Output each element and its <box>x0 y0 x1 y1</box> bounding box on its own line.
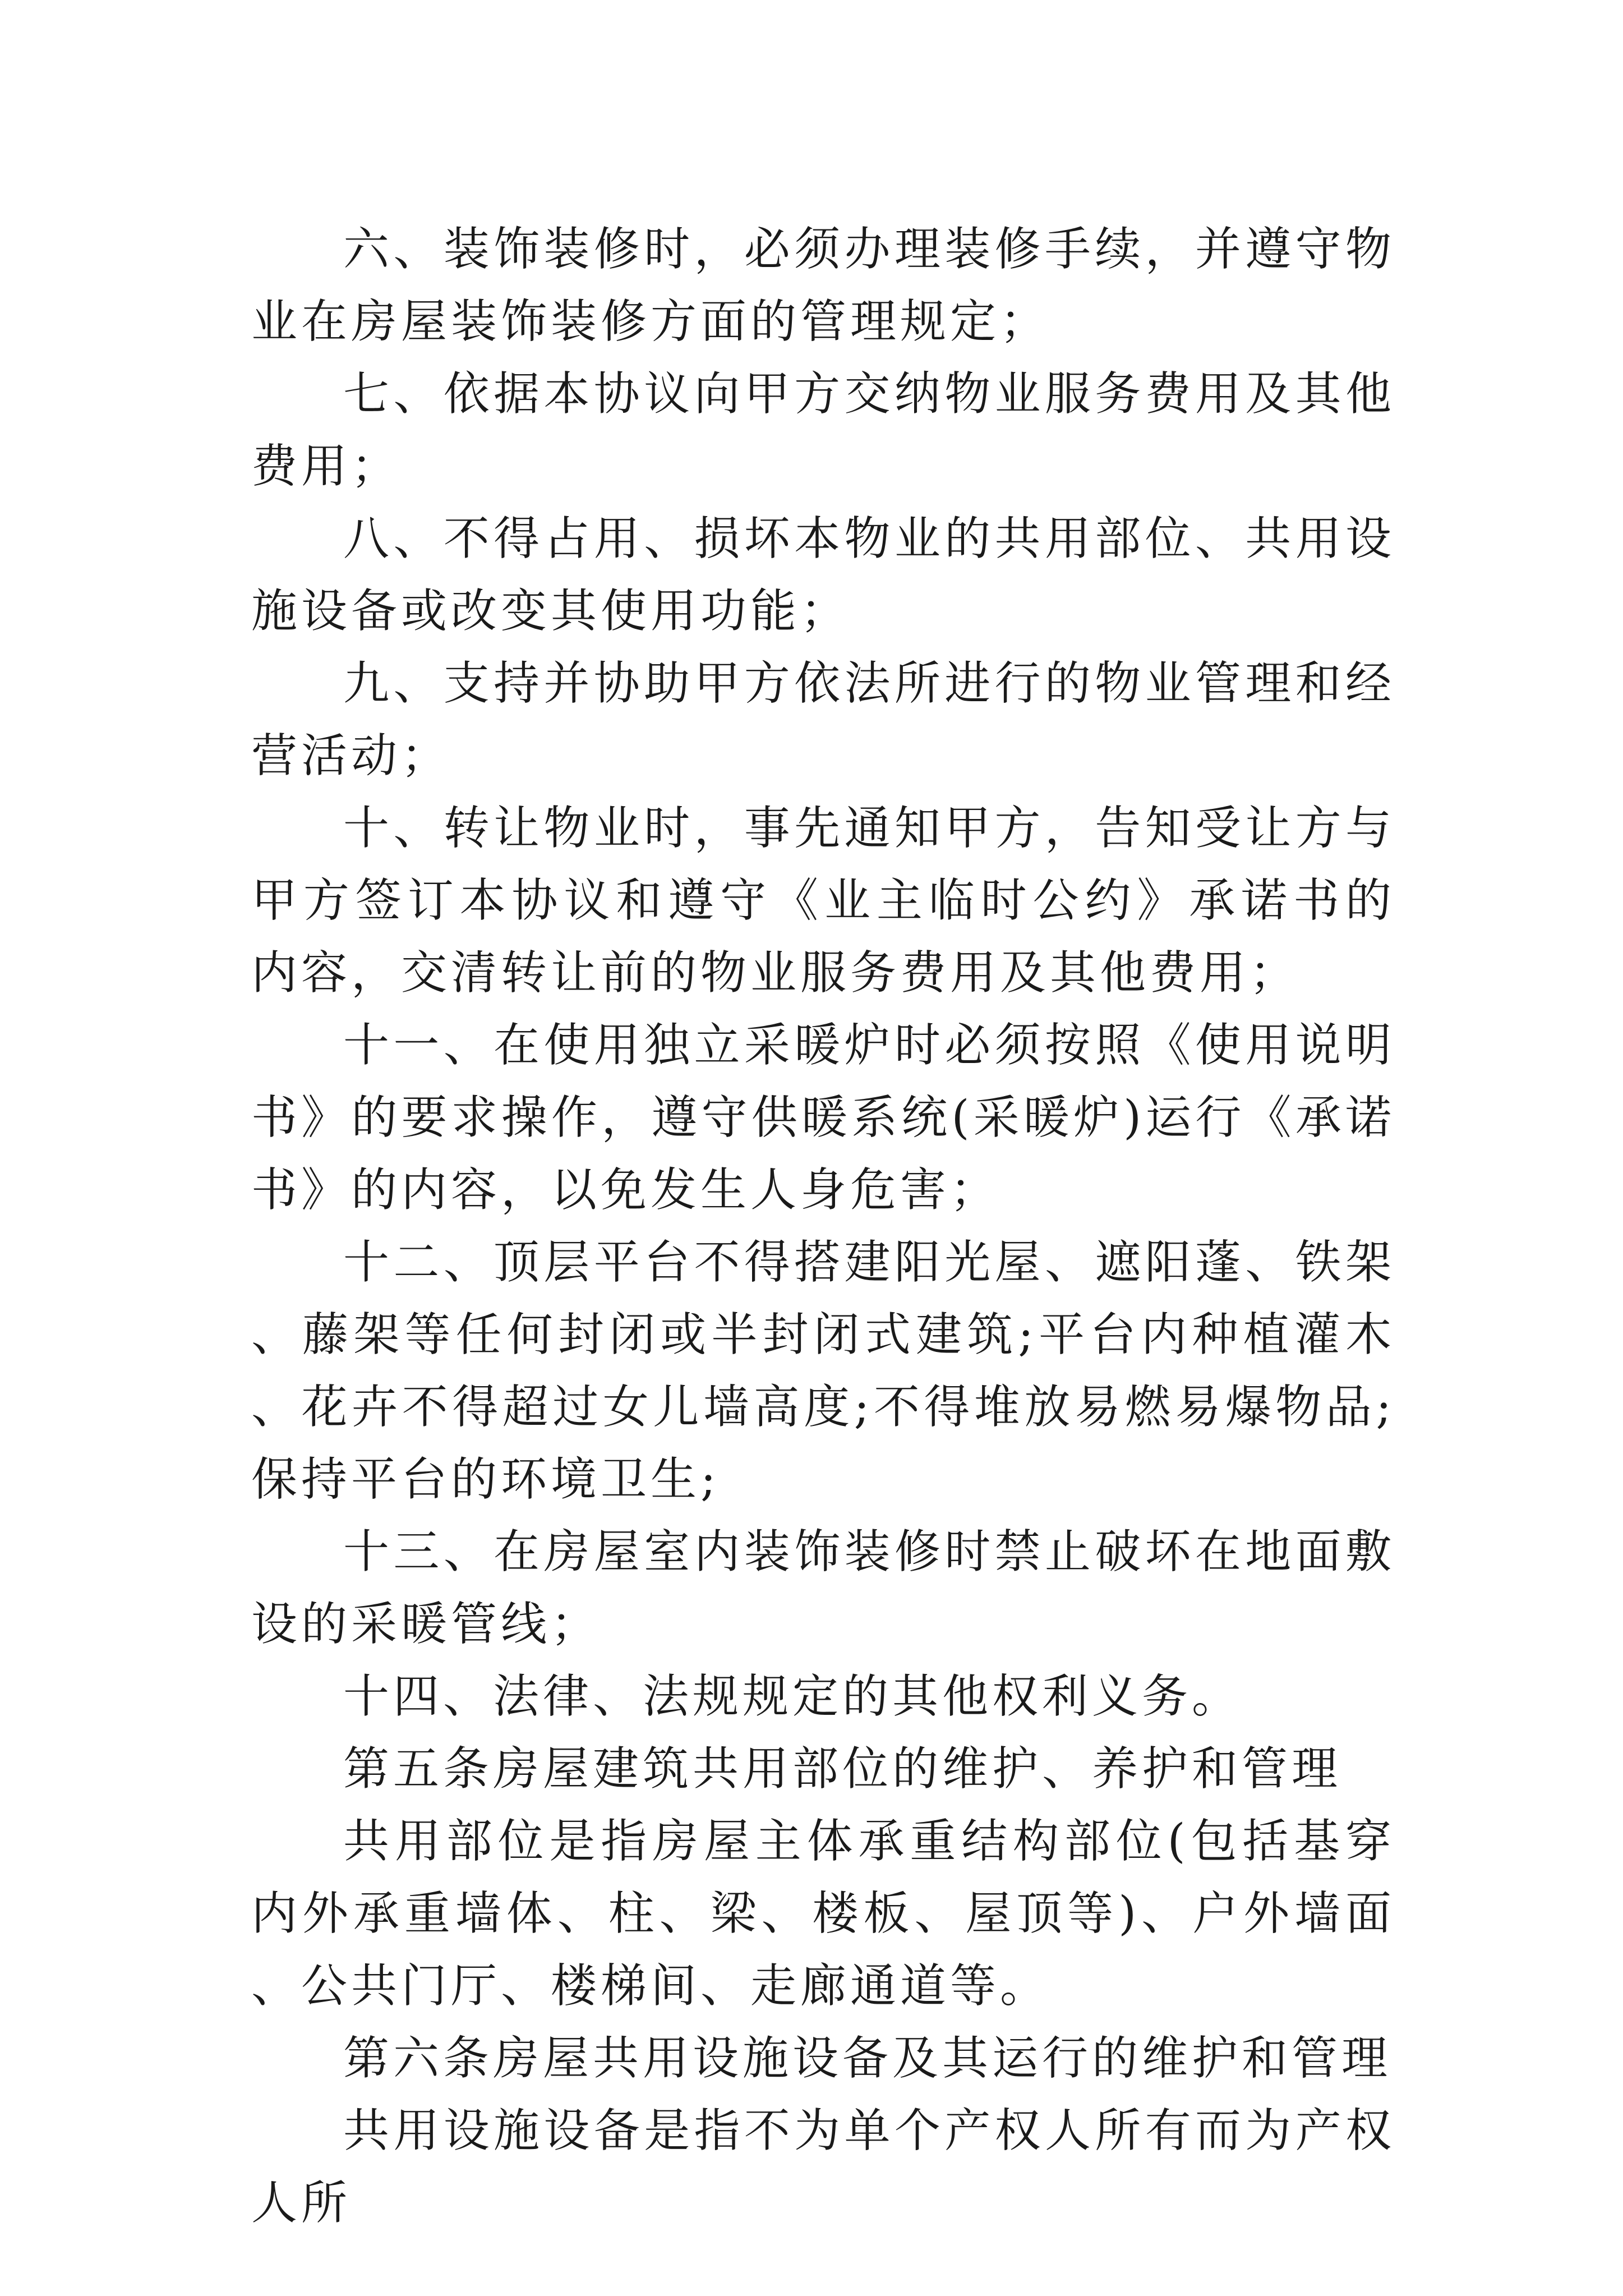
section-heading-article-6: 第六条房屋共用设施设备及其运行的维护和管理 <box>343 2032 1392 2085</box>
document-body <box>251 213 1395 2239</box>
paragraph-article-5-body: 共用部位是指房屋主体承重结构部位(包括基穿内外承重墙体、柱、梁、楼板、屋顶等)、户外墙面、公共门厅、楼梯间、走廊通道等。 <box>251 1815 1395 2013</box>
paragraph-clause-7: 七、依据本协议向甲方交纳物业服务费用及其他费用； <box>251 367 1395 493</box>
paragraph-clause-11: 十一、在使用独立采暖炉时必须按照《使用说明书》的要求操作，遵守供暖系统(采暖炉)运行《承诺书》的内容，以免发生人身危害； <box>251 1019 1395 1217</box>
paragraph-clause-12: 十二、顶层平台不得搭建阳光屋、遮阳蓬、铁架、藤架等任何封闭或半封闭式建筑;平台内种植灌木、花卉不得超过女儿墙高度;不得堆放易燃易爆物品;保持平台的环境卫生; <box>251 1236 1395 1506</box>
paragraph-clause-14: 十四、法律、法规规定的其他权利义务。 <box>343 1670 1242 1723</box>
paragraph-clause-10: 十、转让物业时，事先通知甲方，告知受让方与甲方签订本协议和遵守《业主临时公约》承诺书的内容，交清转让前的物业服务费用及其他费用； <box>251 802 1395 1000</box>
paragraph-article-6-body: 共用设施设备是指不为单个产权人所有而为产权人所 <box>251 2104 1395 2230</box>
paragraph-clause-8: 八、不得占用、损坏本物业的共用部位、共用设施设备或改变其使用功能； <box>251 512 1395 638</box>
paragraph-clause-13: 十三、在房屋室内装饰装修时禁止破坏在地面敷设的采暖管线； <box>251 1525 1395 1651</box>
section-heading-article-5: 第五条房屋建筑共用部位的维护、养护和管理 <box>343 1742 1342 1796</box>
paragraph-clause-9: 九、支持并协助甲方依法所进行的物业管理和经营活动； <box>251 657 1395 783</box>
paragraph-clause-6: 六、装饰装修时，必须办理装修手续，并遵守物业在房屋装饰装修方面的管理规定； <box>251 223 1395 348</box>
